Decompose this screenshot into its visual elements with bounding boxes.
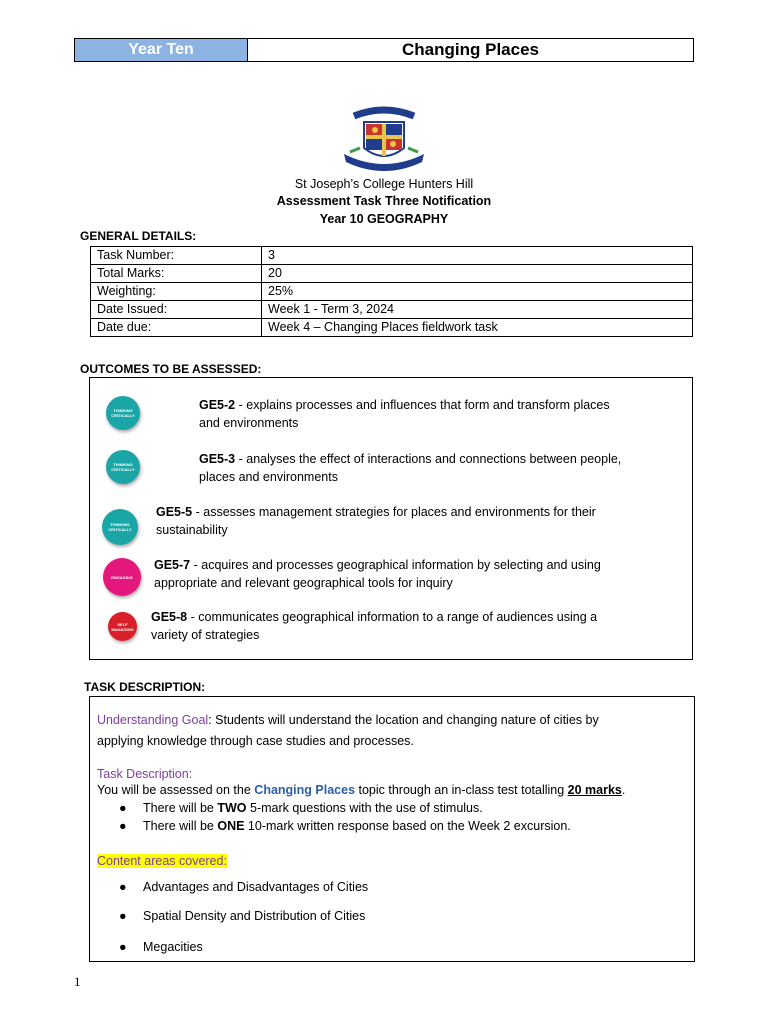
task-description-text [97,781,625,799]
outcome-item [156,503,656,539]
detail-key: Date due: [91,319,262,337]
content-areas-label [97,852,227,870]
thinking-critically-badge-icon: THINKING CRITICALLY [106,450,140,484]
outcome-text-continued: and environments [199,416,299,430]
outcome-text-continued: sustainability [156,523,228,537]
thinking-critically-badge-icon: THINKING CRITICALLY [102,509,138,545]
outcome-code: GE5-8 [151,610,188,624]
detail-value: 20 [262,265,693,283]
list-item: ● Spatial Density and Distribution of Cities [119,909,366,923]
desc-text: . [621,783,626,797]
content-item-text: Advantages and Disadvantages of Cities [143,880,369,894]
detail-value: Week 1 - Term 3, 2024 [262,301,693,319]
outcome-text-continued: variety of strategies [151,628,260,642]
outcome-text: - assesses management strategies for places and environments for their [192,505,596,519]
task-title: Assessment Task Three Notification [276,194,492,208]
list-item: ● There will be TWO 5-mark questions with the use of stimulus. [119,801,483,815]
outcomes-heading: OUTCOMES TO BE ASSESSED: [80,362,262,376]
list-item: ● Advantages and Disadvantages of Cities [119,880,369,894]
table-row [91,265,693,283]
table-row [91,283,693,301]
outcome-text: - communicates geographical information to a range of audiences using a [187,610,598,624]
engaging-badge-icon: ENGAGING [103,558,141,596]
topic-highlight: Changing Places [254,783,356,797]
school-name: St Joseph’s College Hunters Hill [294,177,474,191]
subject-title: Year 10 GEOGRAPHY [319,212,449,226]
outcome-code: GE5-3 [199,452,236,466]
desc-text: You will be assessed on the [97,783,255,797]
school-crest-logo [340,102,428,174]
goal-text-continued: applying knowledge through case studies and processes. [97,734,414,748]
detail-value: Week 4 – Changing Places fieldwork task [262,319,693,337]
general-details-table [90,246,693,337]
thinking-critically-badge-icon: THINKING CRITICALLY [106,396,140,430]
year-label: Year Ten [75,39,248,61]
content-item-text: Spatial Density and Distribution of Cities [143,909,366,923]
table-row [91,247,693,265]
outcome-item [154,556,654,592]
total-marks: 20 marks [567,783,622,797]
page-number: 1 [74,974,81,989]
bullet-text: 10-mark written response based on the Week 2 excursion. [244,819,571,833]
outcome-text-continued: places and environments [199,470,338,484]
document-header [74,38,694,62]
bullet-strong: TWO [217,801,247,815]
content-label-text: Content areas covered: [97,854,227,868]
general-details-heading: GENERAL DETAILS: [80,229,197,243]
table-row [91,319,693,337]
outcome-item [199,450,699,486]
outcome-text: - explains processes and influences that form and transform places [235,398,610,412]
outcome-code: GE5-2 [199,398,236,412]
outcome-text-continued: appropriate and relevant geographical tools for inquiry [154,576,453,590]
task-description-label: Task Description: [97,767,193,781]
detail-value: 25% [262,283,693,301]
outcome-code: GE5-5 [156,505,193,519]
detail-value: 3 [262,247,693,265]
self-managing-badge-icon: SELF MANAGING [108,612,137,641]
content-item-text: Megacities [143,940,203,954]
detail-key: Total Marks: [91,265,262,283]
outcome-item [151,608,651,644]
bullet-text: 5-mark questions with the use of stimulus. [246,801,483,815]
detail-key: Date Issued: [91,301,262,319]
detail-key: Weighting: [91,283,262,301]
bullet-text: There will be [143,819,218,833]
list-item: ● Megacities [119,940,203,954]
task-description-heading: TASK DESCRIPTION: [84,680,206,694]
outcome-item [199,396,699,432]
detail-key: Task Number: [91,247,262,265]
topic-title: Changing Places [402,40,539,59]
outcome-text: - acquires and processes geographical information by selecting and using [190,558,601,572]
goal-text: : Students will understand the location and changing nature of cities by [208,713,599,727]
list-item: ● There will be ONE 10-mark written response based on the Week 2 excursion. [119,819,571,833]
goal-label: Understanding Goal [97,713,209,727]
outcome-code: GE5-7 [154,558,191,572]
bullet-strong: ONE [217,819,245,833]
outcomes-box [89,377,693,660]
understanding-goal [97,711,599,729]
table-row [91,301,693,319]
bullet-text: There will be [143,801,218,815]
task-description-box [89,696,695,962]
outcome-text: - analyses the effect of interactions and connections between people, [235,452,622,466]
desc-text: topic through an in-class test totalling [355,783,568,797]
